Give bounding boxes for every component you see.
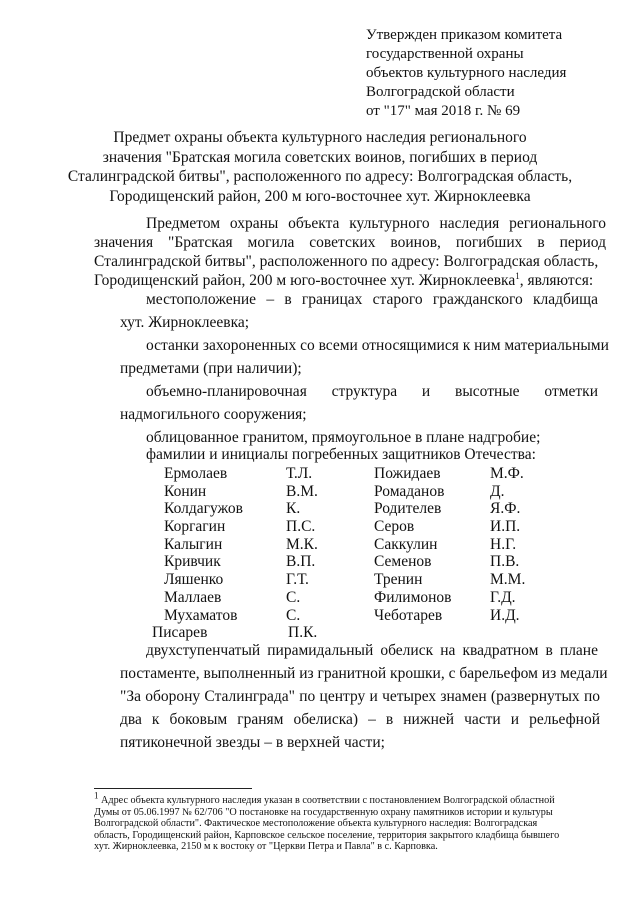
footnote-line xyxy=(94,790,608,807)
names-row xyxy=(152,624,524,642)
names-row xyxy=(164,553,524,571)
approval-line: Волгоградской области xyxy=(366,84,515,100)
item-location-line-2: хут. Жирноклеевка; xyxy=(120,314,250,331)
item-tombstone: облицованное гранитом, прямоугольное в плане надгробие; xyxy=(146,429,541,446)
surname: Тренин xyxy=(374,571,423,589)
initials: Н.Г. xyxy=(490,535,517,553)
title-line: Сталинградской битвы", расположенного по адресу: Волгоградская область, xyxy=(67,168,573,185)
title-line: Городищенский район, 200 м юго-восточнее хут. Жирноклеевка xyxy=(109,187,531,205)
initials: М.М. xyxy=(490,571,526,589)
initials: М.К. xyxy=(286,535,318,553)
initials: М.Ф. xyxy=(490,465,524,482)
initials: К. xyxy=(286,500,301,518)
names-row xyxy=(164,465,524,483)
footnote xyxy=(94,790,608,853)
surname: Коргагин xyxy=(164,518,226,536)
title-line: значения "Братская могила советских воинов, погибших в период xyxy=(102,148,538,166)
names-list xyxy=(152,465,526,642)
footnote-line: Думы от 05.06.1997 № 62/706 "О постановке на государственную охрану памятников истории и культуры xyxy=(94,806,553,818)
surname: Серов xyxy=(374,518,415,536)
document-title xyxy=(60,128,580,206)
intro-line-3: Сталинградской битвы", расположенного по адресу: Волгоградская область, xyxy=(94,253,599,270)
approval-line: Утвержден приказом комитета xyxy=(366,27,563,43)
surname: Чеботарев xyxy=(374,606,443,624)
surname: Ермолаев xyxy=(164,465,228,482)
footnote-mark: 1 xyxy=(94,790,99,801)
names-row xyxy=(164,483,524,501)
initials: С. xyxy=(286,606,301,624)
surname: Мухаматов xyxy=(164,606,238,624)
approval-block xyxy=(366,26,626,121)
item-location-line-1: местоположение – в границах старого гражданского кладбища xyxy=(146,291,598,308)
footnote-line: область, Городищенский район, Карповское сельское поселение, территория закрытого кладбища бывшего xyxy=(94,829,560,841)
names-row xyxy=(164,500,524,518)
item-names-intro: фамилии и инициалы погребенных защитников Отечества: xyxy=(146,446,536,463)
initials: Я.Ф. xyxy=(490,500,521,518)
names-row xyxy=(164,536,524,554)
footnote-divider xyxy=(94,788,252,789)
obelisk-line-1: двухступенчатый пирамидальный обелиск на квадратном в плане xyxy=(146,642,598,659)
item-remains-line-1: останки захороненных со всеми относящимися к ним материальными xyxy=(146,337,609,354)
surname: Филимонов xyxy=(374,588,452,606)
initials: П.К. xyxy=(288,624,318,642)
initials: Д. xyxy=(490,482,505,500)
initials: И.Д. xyxy=(490,606,520,624)
intro-line-2: значения "Братская могила советских воинов, погибших в период xyxy=(94,234,606,251)
intro-line-4-text: Городищенский район, 200 м юго-восточнее хут. Жирноклеевка xyxy=(94,272,516,289)
item-remains-line-2: предметами (при наличии); xyxy=(120,360,302,377)
obelisk-line-2: постаменте, выполненный из гранитной крошки, с барельефом из медали xyxy=(120,665,608,682)
initials: В.П. xyxy=(286,553,316,571)
title-line: Предмет охраны объекта культурного наследия регионального xyxy=(113,129,527,146)
footnote-text: Адрес объекта культурного наследия указан в соответствии с постановлением Волгоградской областной xyxy=(98,795,555,806)
intro-line-4 xyxy=(94,271,606,290)
initials: Г.Т. xyxy=(286,571,309,589)
names-row xyxy=(164,607,524,625)
surname: Пожидаев xyxy=(374,465,441,482)
intro-line-4-end: , являются: xyxy=(519,272,594,289)
surname: Семенов xyxy=(374,553,432,571)
initials: Г.Д. xyxy=(490,588,516,606)
item-structure-line-1: объемно-планировочная структура и высотные отметки xyxy=(146,383,598,400)
surname: Саккулин xyxy=(374,535,438,553)
surname: Колдагужов xyxy=(164,500,243,518)
footnote-line: Волгоградской области". Фактическое местоположение объекта культурного наследия: Волгоградская xyxy=(94,818,538,830)
footnote-line: хут. Жирноклеевка, 2150 м к востоку от "Церкви Петра и Павла" в с. Карповка. xyxy=(94,841,438,853)
obelisk-line-5: пятиконечной звезды – в верхней части; xyxy=(120,734,385,751)
intro-line-1: Предметом охраны объекта культурного наследия регионального xyxy=(146,215,606,232)
initials: П.С. xyxy=(286,518,316,536)
initials: И.П. xyxy=(490,518,521,536)
approval-line: государственной охраны xyxy=(366,46,524,62)
surname: Ромаданов xyxy=(374,482,445,500)
surname: Кривчик xyxy=(164,553,221,571)
names-row xyxy=(164,589,524,607)
surname: Конин xyxy=(164,482,207,500)
initials: С. xyxy=(286,588,301,606)
initials: Т.Л. xyxy=(286,465,313,482)
surname: Писарев xyxy=(152,624,208,642)
initials: П.В. xyxy=(490,553,520,571)
approval-line: объектов культурного наследия xyxy=(366,65,567,81)
obelisk-line-3: "За оборону Сталинграда" по центру и четырех знамен (развернутых по xyxy=(120,688,600,705)
item-structure-line-2: надмогильного сооружения; xyxy=(120,406,307,423)
surname: Родителев xyxy=(374,500,442,518)
approval-line: от "17" мая 2018 г. № 69 xyxy=(366,103,521,119)
surname: Маллаев xyxy=(164,588,222,606)
names-row xyxy=(164,571,524,589)
names-row xyxy=(164,518,524,536)
obelisk-line-4: два к боковым граням обелиска) – в нижней части и рельефной xyxy=(120,711,600,728)
surname: Ляшенко xyxy=(164,571,224,589)
surname: Калыгин xyxy=(164,535,223,553)
initials: В.М. xyxy=(286,482,318,500)
footnote-reference: 1 xyxy=(515,270,520,281)
